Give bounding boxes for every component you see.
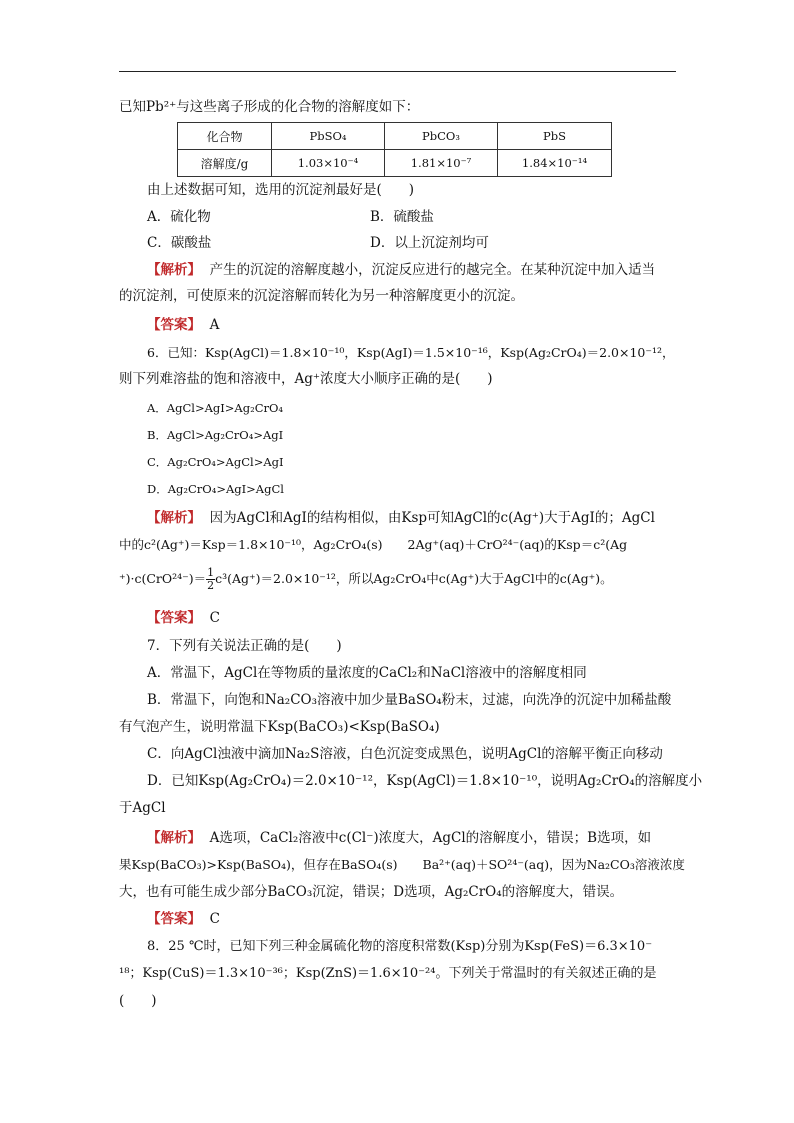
answer-label: 【答案】 — [147, 610, 201, 626]
q6-analysis-line-2: 中的c²(Ag⁺)＝Ksp＝1.8×10⁻¹⁰，Ag₂CrO₄(s) 2Ag⁺(aq)＋CrO²⁴⁻(aq)的Ksp＝c²(Ag — [119, 537, 628, 552]
q8-stem-line-1: 8．25 ℃时，已知下列三种金属硫化物的溶度积常数(Ksp)分别为Ksp(FeS)＝6.3×10⁻ — [147, 939, 653, 954]
q5-analysis-line-2: 的沉淀剂，可使原来的沉淀溶解而转化为另一种溶解度更小的沉淀。 — [119, 288, 524, 304]
q7-option-b-line-1: B．常温下，向饱和Na₂CO₃溶液中加少量BaSO₄粉末，过滤，向洗净的沉淀中加稀盐酸 — [147, 692, 672, 708]
table-cell: 溶解度/g — [178, 150, 272, 177]
table-cell: 1.84×10⁻¹⁴ — [498, 150, 612, 177]
q5-option-d: D．以上沉淀剂均可 — [370, 235, 489, 251]
q7-answer — [147, 909, 220, 929]
analysis-text: 产生的沉淀的溶解度越小，沉淀反应进行的越完全。在某种沉淀中加入适当 — [209, 262, 656, 278]
q5-stem: 由上述数据可知，选用的沉淀剂最好是( ) — [147, 182, 415, 198]
q6-option-a: A．AgCl>AgI>Ag₂CrO₄ — [147, 401, 284, 415]
q6-option-b: B．AgCl>Ag₂CrO₄>AgI — [147, 428, 284, 442]
fraction-denominator: 2 — [207, 579, 215, 592]
solubility-table — [177, 122, 612, 177]
q7-option-c: C．向AgCl浊液中滴加Na₂S溶液，白色沉淀变成黑色，说明AgCl的溶解平衡正向移动 — [147, 746, 663, 762]
q6-analysis-line-1 — [147, 508, 655, 528]
answer-text: C — [209, 610, 220, 626]
q6-analysis-line-3 — [119, 567, 613, 592]
q8-stem-line-2: ¹⁸；Ksp(CuS)＝1.3×10⁻³⁶；Ksp(ZnS)＝1.6×10⁻²⁴。下列关于常温时的有关叙述正确的是 — [119, 966, 657, 981]
analysis-text: 因为AgCl和AgI的结构相似，由Ksp可知AgCl的c(Ag⁺)大于AgI的；AgCl — [209, 510, 655, 526]
q7-option-d-line-1: D．已知Ksp(Ag₂CrO₄)＝2.0×10⁻¹²，Ksp(AgCl)＝1.8×10⁻¹⁰，说明Ag₂CrO₄的溶解度小 — [147, 773, 703, 789]
analysis-text: c³(Ag⁺)＝2.0×10⁻¹²，所以Ag₂CrO₄中c(Ag⁺)大于AgCl中的c(Ag⁺)。 — [215, 571, 613, 586]
q6-stem-line-1: 6．已知：Ksp(AgCl)＝1.8×10⁻¹⁰，Ksp(AgI)＝1.5×10⁻¹⁶，Ksp(Ag₂CrO₄)＝2.0×10⁻¹²， — [147, 345, 675, 360]
table-cell: 化合物 — [178, 123, 272, 150]
q5-option-b: B．硫酸盐 — [370, 209, 434, 225]
table-cell: 1.81×10⁻⁷ — [385, 150, 498, 177]
table-cell: PbSO₄ — [272, 123, 385, 150]
intro-text: 已知Pb²⁺与这些离子形成的化合物的溶解度如下： — [119, 99, 420, 115]
q5-analysis-line-1 — [147, 260, 655, 280]
analysis-text: A选项，CaCl₂溶液中c(Cl⁻)浓度大，AgCl的溶解度小，错误；B选项，如 — [209, 830, 652, 846]
q7-option-d-line-2: 于AgCl — [119, 800, 166, 816]
q6-option-d: D．Ag₂CrO₄>AgI>AgCl — [147, 482, 284, 496]
q5-option-c: C．碳酸盐 — [147, 235, 212, 251]
answer-label: 【答案】 — [147, 317, 201, 333]
q8-stem-line-3: ( ) — [119, 993, 157, 1009]
q7-stem: 7．下列有关说法正确的是( ) — [147, 638, 342, 654]
answer-label: 【答案】 — [147, 911, 201, 927]
fraction-numerator: 1 — [207, 566, 215, 579]
table-cell: PbS — [498, 123, 612, 150]
table-cell: PbCO₃ — [385, 123, 498, 150]
q7-option-a: A．常温下，AgCl在等物质的量浓度的CaCl₂和NaCl溶液中的溶解度相同 — [147, 665, 587, 681]
table-row — [178, 123, 612, 150]
table-cell: 1.03×10⁻⁴ — [272, 150, 385, 177]
q7-analysis-line-1 — [147, 828, 651, 848]
q7-option-b-line-2: 有气泡产生，说明常温下Ksp(BaCO₃)<Ksp(BaSO₄) — [119, 719, 440, 735]
analysis-label: 【解析】 — [147, 830, 201, 846]
analysis-label: 【解析】 — [147, 510, 201, 526]
q6-option-c: C．Ag₂CrO₄>AgCl>AgI — [147, 455, 284, 469]
q5-option-a: A．硫化物 — [147, 209, 211, 225]
q6-answer — [147, 608, 220, 628]
q7-analysis-line-2: 果Ksp(BaCO₃)>Ksp(BaSO₄)，但存在BaSO₄(s) Ba²⁺(aq)＋SO²⁴⁻(aq)，因为Na₂CO₃溶液浓度 — [119, 857, 685, 872]
q6-stem-line-2: 则下列难溶盐的饱和溶液中，Ag⁺浓度大小顺序正确的是( ) — [119, 371, 493, 387]
analysis-label: 【解析】 — [147, 262, 201, 278]
fraction — [206, 567, 215, 592]
q7-analysis-line-3: 大，也有可能生成少部分BaCO₃沉淀，错误；D选项，Ag₂CrO₄的溶解度大，错误。 — [119, 884, 624, 900]
header-rule — [119, 71, 676, 72]
q5-answer — [147, 315, 219, 335]
answer-text: C — [209, 911, 220, 927]
answer-text: A — [209, 317, 220, 333]
analysis-text: ⁺)·c(CrO²⁴⁻)＝ — [119, 571, 207, 586]
table-row — [178, 150, 612, 177]
